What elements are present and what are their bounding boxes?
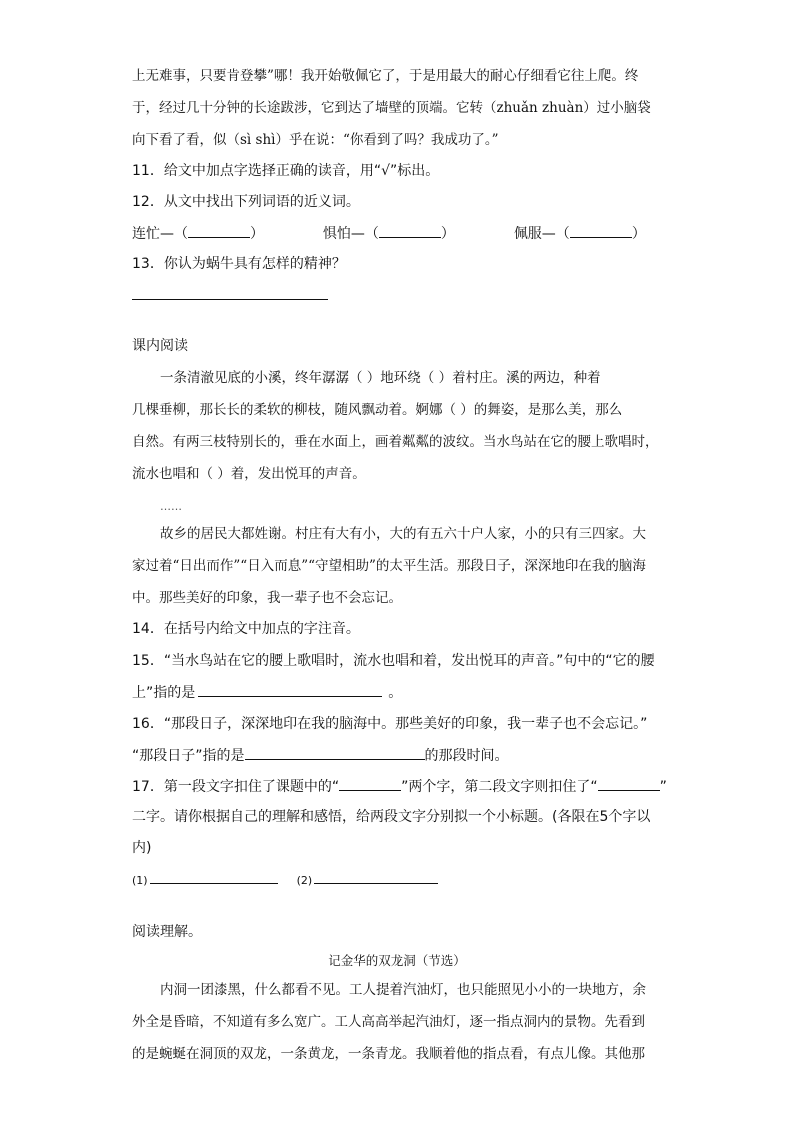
answer-blank-15[interactable] — [198, 682, 382, 697]
article-heading: 记金华的双龙洞（节选） — [328, 953, 466, 968]
passage-2-line: 故乡的居民大都姓谢。村庄有大有小，大的有五六十户人家，小的只有三四家。大 — [160, 526, 646, 542]
passage-2-line: 流水也唱和（ ）着，发出悦耳的声音。 — [132, 466, 366, 482]
question-11: 11．给文中加点字选择正确的读音，用“√”标出。 — [132, 163, 440, 179]
answer-label-1: (1) — [132, 874, 148, 887]
synonym-close-b: ） — [440, 226, 455, 242]
question-17-line: 内) — [132, 840, 152, 856]
passage-2-line: 中。那些美好的印象，我一辈子也不会忘记。 — [132, 590, 402, 606]
question-15-line: 15．“当水鸟站在它的腰上歌唱时，流水也唱和着，发出悦耳的声音。”句中的“它的腰 — [132, 653, 655, 669]
section-title-reading: 阅读理解。 — [132, 924, 202, 940]
passage-2-line: 自然。有两三枝特别长的，垂在水面上，画着粼粼的波纹。当水鸟站在它的腰上歌唱时， — [132, 434, 659, 450]
question-16-text: “那段日子”指的是 — [132, 748, 245, 764]
synonym-close-c: ） — [631, 226, 646, 242]
answer-label-2: (2) — [296, 874, 313, 887]
synonym-close-a: ） — [250, 226, 264, 242]
question-17-answers — [132, 871, 438, 891]
question-15-text: 上”指的是 — [132, 685, 196, 701]
passage-2-line: 家过着“日出而作”“日入而息”“守望相助”的太平生活。那段日子，深深地印在我的脑海 — [132, 558, 646, 574]
synonym-label-a: 连忙—（ — [132, 226, 188, 242]
question-16-line — [132, 745, 509, 766]
synonym-blank-c[interactable] — [570, 223, 632, 238]
ellipsis: …… — [160, 500, 182, 513]
question-16-text-end: 的那段时间。 — [424, 748, 509, 764]
passage-1-line: 向下看了看，似（sì shì）乎在说：“你看到了吗？我成功了。” — [132, 132, 499, 148]
synonym-label-b: 惧怕—（ — [322, 226, 379, 242]
question-17-text-close: ” — [659, 779, 667, 795]
question-17-text: 17．第一段文字扣住了课题中的“ — [132, 779, 340, 795]
synonym-blank-b[interactable] — [379, 223, 441, 238]
question-12: 12．从文中找出下列词语的近义词。 — [132, 194, 360, 210]
passage-3-line: 外全是昏暗，不知道有多么宽广。工人高高举起汽油灯，逐一指点洞内的景物。先看到 — [132, 1014, 645, 1030]
synonym-row — [132, 223, 646, 244]
answer-line-13[interactable] — [132, 299, 328, 300]
passage-2-line: 一条清澈见底的小溪，终年潺潺（ ）地环绕（ ）着村庄。溪的两边，种着 — [160, 370, 601, 386]
answer-blank-16[interactable] — [245, 745, 425, 760]
passage-1-line: 上无难事，只要肯登攀”哪！我开始敬佩它了，于是用最大的耐心仔细看它往上爬。终 — [132, 68, 639, 84]
passage-3-line: 的是蜿蜒在洞顶的双龙，一条黄龙，一条青龙。我顺着他的指点看，有点儿像。其他那 — [132, 1046, 645, 1062]
answer-blank-17-2[interactable] — [314, 873, 438, 884]
passage-2-line: 几棵垂柳，那长长的柔软的柳枝，随风飘动着。婀娜（ ）的舞姿，是那么美，那么 — [132, 402, 623, 418]
passage-1-line: 于，经过几十分钟的长途跋涉，它到达了墙壁的顶端。它转（zhuǎn zhuàn）过小脑袋 — [132, 100, 651, 116]
synonym-label-c: 佩服—（ — [513, 226, 570, 242]
question-17-text-mid: ”两个字，第二段文字则扣住了“ — [401, 779, 598, 795]
passage-3-line: 内洞一团漆黑，什么都看不见。工人提着汽油灯，也只能照见小小的一块地方，余 — [160, 982, 646, 998]
question-13: 13．你认为蜗牛具有怎样的精神？ — [132, 256, 346, 272]
question-16-line: 16．“那段日子，深深地印在我的脑海中。那些美好的印象，我一辈子也不会忘记。” — [132, 716, 648, 732]
question-14: 14．在括号内给文中加点的字注音。 — [132, 621, 360, 637]
section-title-in-class: 课内阅读 — [132, 338, 188, 354]
question-15-end: 。 — [388, 685, 403, 701]
answer-blank-17a[interactable] — [339, 776, 401, 791]
question-15-line — [132, 682, 402, 703]
answer-blank-17b[interactable] — [598, 776, 660, 791]
answer-blank-17-1[interactable] — [150, 873, 278, 884]
question-17-line: 二字。请你根据自己的理解和感悟，给两段文字分别拟一个小标题。(各限在5个字以 — [132, 809, 651, 825]
question-17-line — [132, 776, 667, 797]
synonym-blank-a[interactable] — [188, 223, 250, 238]
